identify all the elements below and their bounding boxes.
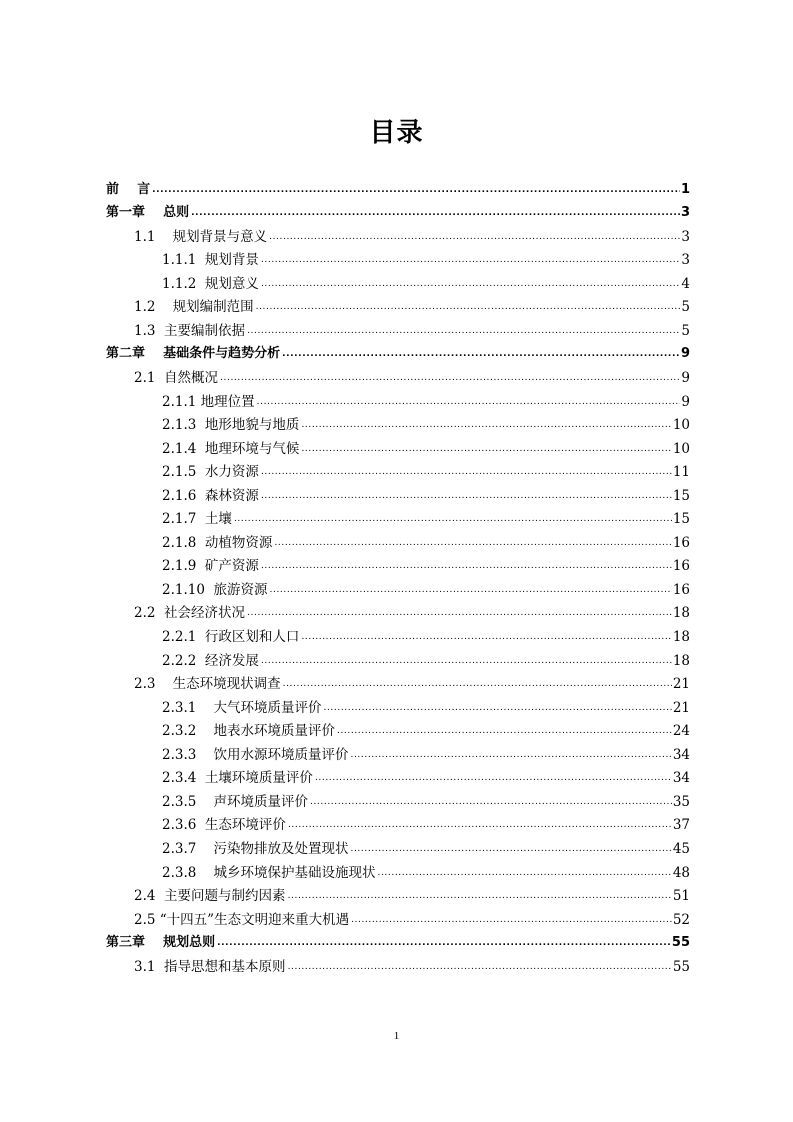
toc-entry-page: 11	[672, 464, 690, 481]
toc-leader-dots	[288, 961, 672, 973]
toc-entry[interactable]	[162, 433, 690, 457]
toc-entry-page: 15	[672, 511, 690, 528]
toc-leader-dots	[301, 443, 671, 455]
toc-leader-dots	[191, 207, 680, 219]
toc-entry-page: 18	[672, 652, 690, 669]
toc-leader-dots	[378, 867, 672, 879]
toc-leader-dots	[310, 796, 672, 808]
toc-entry-page: 3	[681, 228, 690, 245]
toc-leader-dots	[152, 184, 680, 196]
toc-entry[interactable]	[134, 292, 690, 316]
toc-entry-label: 2.3 生态环境现状调查	[134, 676, 281, 693]
toc-entry[interactable]	[162, 833, 690, 857]
toc-entry-label: 2.2.1 行政区划和人口	[162, 629, 300, 646]
toc-entry-page: 37	[672, 817, 690, 834]
toc-entry-page: 52	[672, 911, 690, 928]
toc-entry-page: 10	[672, 440, 690, 457]
toc-entry-label: 1.2 规划编制范围	[134, 299, 254, 316]
toc-entry-label: 第二章 基础条件与趋势分析	[106, 346, 281, 362]
toc-leader-dots	[351, 914, 672, 926]
toc-leader-dots	[247, 607, 672, 619]
toc-entry-label: 2.1.3 地形地貌与地质	[162, 417, 300, 434]
toc-entry-page: 15	[672, 487, 690, 504]
toc-entry-page: 9	[681, 369, 690, 386]
toc-entry[interactable]	[162, 763, 690, 787]
toc-entry-label: 2.1.8 动植物资源	[162, 534, 273, 551]
toc-entry-page: 24	[672, 723, 690, 740]
toc-entry-label: 2.1.7 土壤	[162, 511, 232, 528]
toc-leader-dots	[256, 301, 681, 313]
toc-leader-dots	[261, 655, 672, 667]
toc-entry[interactable]	[106, 198, 690, 222]
toc-entry-label: 2.1.4 地理环境与气候	[162, 440, 300, 457]
toc-entry-page: 5	[681, 322, 690, 339]
toc-entry-label: 2.3.1 大气环境质量评价	[162, 699, 322, 716]
toc-entry-label: 2.2.2 经济发展	[162, 652, 259, 669]
toc-entry[interactable]	[134, 221, 690, 245]
toc-entry[interactable]	[162, 551, 690, 575]
toc-leader-dots	[261, 278, 680, 290]
toc-entry-label: 第三章 规划总则	[106, 935, 216, 951]
toc-entry[interactable]	[134, 315, 690, 339]
toc-entry-label: 2.3.3 饮用水源环境质量评价	[162, 746, 349, 763]
toc-entry-page: 10	[672, 417, 690, 434]
toc-entry[interactable]	[162, 410, 690, 434]
toc-entry-page: 55	[671, 935, 690, 951]
toc-entry-page: 18	[672, 605, 690, 622]
toc-entry-page: 55	[672, 958, 690, 975]
toc-entry[interactable]	[162, 810, 690, 834]
page-number: 1	[393, 1030, 400, 1042]
toc-entry[interactable]	[162, 716, 690, 740]
toc-entry[interactable]	[162, 527, 690, 551]
toc-entry-page: 3	[680, 205, 690, 221]
toc-leader-dots	[261, 254, 680, 266]
toc-entry-page: 4	[681, 275, 690, 292]
toc-entry[interactable]	[134, 362, 690, 386]
toc-entry-page: 9	[680, 346, 690, 362]
toc-leader-dots	[288, 819, 672, 831]
toc-entry[interactable]	[162, 457, 690, 481]
toc-entry[interactable]	[162, 245, 690, 269]
toc-entry-page: 45	[672, 840, 690, 857]
toc-leader-dots	[261, 490, 672, 502]
toc-entry[interactable]	[162, 739, 690, 763]
toc-entry-label: 2.3.8 城乡环境保护基础设施现状	[162, 864, 376, 881]
toc-entry-label: 1.1.2 规划意义	[162, 275, 259, 292]
toc-entry[interactable]	[162, 386, 690, 410]
toc-entry-page: 51	[672, 888, 690, 905]
toc-entry[interactable]	[162, 857, 690, 881]
toc-entry[interactable]	[162, 574, 690, 598]
toc-leader-dots	[269, 231, 680, 243]
toc-entry-label: 3.1 指导思想和基本原则	[134, 958, 286, 975]
toc-entry-label: 1.3 主要编制依据	[134, 322, 246, 339]
toc-leader-dots	[220, 372, 680, 384]
toc-entry[interactable]	[162, 480, 690, 504]
toc-leader-dots	[351, 749, 672, 761]
toc-entry[interactable]	[134, 669, 690, 693]
toc-leader-dots	[261, 466, 672, 478]
toc-entry[interactable]	[134, 951, 690, 975]
toc-entry[interactable]	[134, 881, 690, 905]
toc-entry-label: 1.1.1 规划背景	[162, 252, 259, 269]
toc-entry-label: 2.1.5 水力资源	[162, 464, 259, 481]
toc-leader-dots	[288, 890, 672, 902]
toc-leader-dots	[234, 513, 672, 525]
toc-entry-page: 5	[681, 299, 690, 316]
toc-entry-label: 2.3.2 地表水环境质量评价	[162, 723, 336, 740]
toc-leader-dots	[274, 537, 671, 549]
toc-entry[interactable]	[106, 339, 690, 363]
toc-entry-label: 1.1 规划背景与意义	[134, 228, 268, 245]
toc-entry-label: 前 言	[106, 181, 151, 197]
toc-entry[interactable]	[106, 928, 690, 952]
toc-entry-label: 2.1.6 森林资源	[162, 487, 259, 504]
toc-entry-label: 2.3.4 土壤环境质量评价	[162, 770, 313, 787]
toc-entry-page: 16	[672, 534, 690, 551]
toc-entry[interactable]	[162, 692, 690, 716]
toc-entry-label: 2.1.1 地理位置	[162, 393, 255, 410]
toc-entry[interactable]	[162, 504, 690, 528]
toc-entry[interactable]	[134, 904, 690, 928]
toc-leader-dots	[283, 678, 672, 690]
toc-entry[interactable]	[106, 174, 690, 198]
toc-entry[interactable]	[162, 786, 690, 810]
toc-entry-page: 16	[672, 558, 690, 575]
toc-entry[interactable]	[162, 621, 690, 645]
toc-leader-dots	[351, 843, 672, 855]
toc-leader-dots	[315, 772, 672, 784]
toc-entry[interactable]	[134, 598, 690, 622]
toc-leader-dots	[257, 396, 681, 408]
toc-leader-dots	[261, 560, 672, 572]
toc-entry-label: 2.1.10 旅游资源	[162, 581, 268, 598]
toc-leader-dots	[324, 702, 672, 714]
toc-entry-page: 35	[672, 793, 690, 810]
toc-entry-label: 2.3.5 声环境质量评价	[162, 793, 309, 810]
toc-entry-page: 18	[672, 629, 690, 646]
toc-entry-label: 2.2 社会经济状况	[134, 605, 246, 622]
toc-entry[interactable]	[162, 268, 690, 292]
toc-entry-page: 34	[672, 770, 690, 787]
toc-entry-label: 2.3.7 污染物排放及处置现状	[162, 840, 349, 857]
toc-leader-dots	[247, 325, 680, 337]
toc-entry-page: 9	[681, 393, 690, 410]
toc-entry-page: 16	[672, 581, 690, 598]
toc-entry-page: 21	[672, 699, 690, 716]
toc-entry-label: 第一章 总则	[106, 205, 190, 221]
toc-entry-page: 21	[672, 676, 690, 693]
toc-title: 目录	[369, 118, 424, 148]
toc-leader-dots	[282, 348, 680, 360]
toc-leader-dots	[301, 631, 671, 643]
toc-entry-label: 2.1.9 矿产资源	[162, 558, 259, 575]
toc-leader-dots	[337, 725, 672, 737]
toc-entry[interactable]	[162, 645, 690, 669]
toc-leader-dots	[217, 937, 671, 949]
toc-entry-page: 34	[672, 746, 690, 763]
toc-entry-label: 2.1 自然概况	[134, 369, 219, 386]
toc-entry-page: 3	[681, 252, 690, 269]
toc-entry-label: 2.3.6 生态环境评价	[162, 817, 286, 834]
toc-entry-label: 2.4 主要问题与制约因素	[134, 888, 286, 905]
toc-leader-dots	[301, 419, 671, 431]
toc-entry-page: 48	[672, 864, 690, 881]
toc-leader-dots	[270, 584, 672, 596]
toc-entry-label: 2.5 “十四五”生态文明迎来重大机遇	[134, 911, 350, 928]
toc-entry-page: 1	[680, 181, 690, 197]
